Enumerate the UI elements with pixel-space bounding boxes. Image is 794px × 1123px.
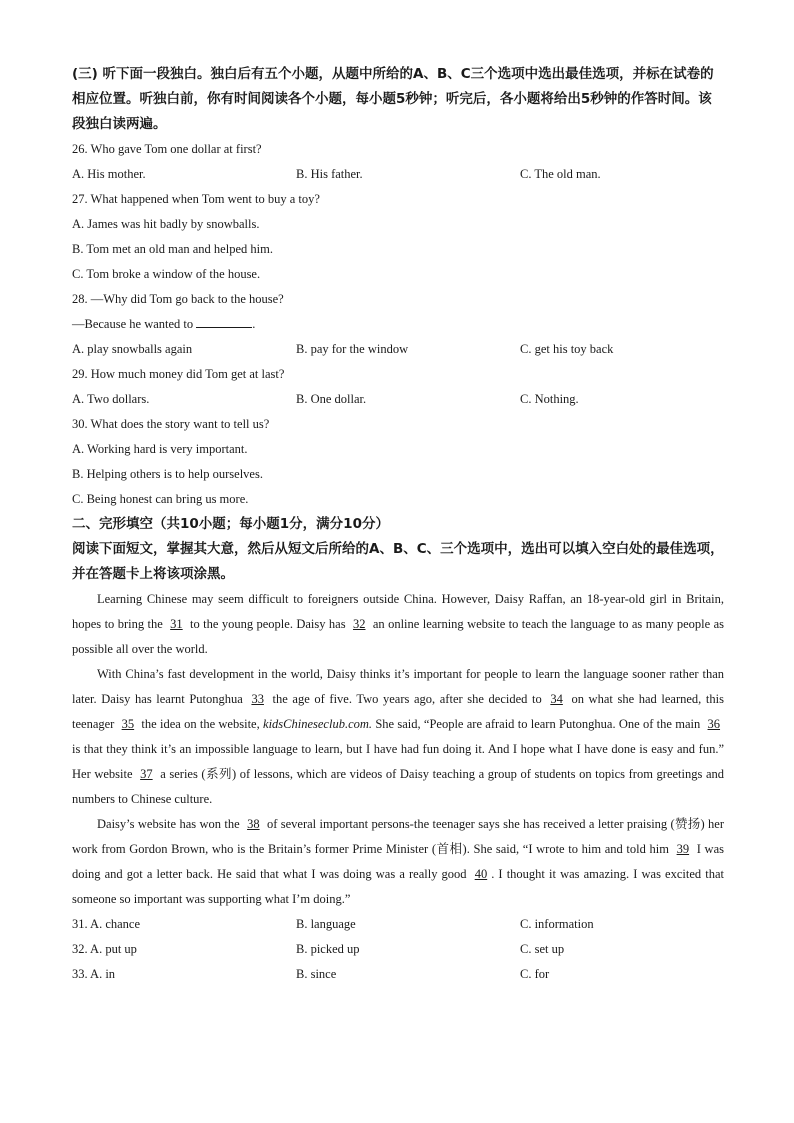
exam-page [72, 62, 724, 987]
cloze-blank-37: 37 [140, 767, 153, 781]
option-c: C. for [520, 967, 550, 981]
option-b: B. since [296, 967, 337, 981]
option-b: B. Tom met an old man and helped him. [72, 242, 273, 256]
option-a: A. His mother. [72, 167, 146, 181]
passage-text: Daisy’s website has won the [97, 817, 244, 831]
question-stem: 28. —Why did Tom go back to the house? [72, 292, 284, 306]
question-stem-answer: —Because he wanted to . [72, 312, 724, 337]
part2-instruction: 阅读下面短文，掌握其大意，然后从短文后所给的A、B、C、三个选项中，选出可以填入空白处的最佳选项，并在答题卡上将该项涂黑。 [72, 541, 724, 582]
answer-prefix: —Because he wanted to [72, 317, 194, 331]
question-stem: 27. What happened when Tom went to buy a toy? [72, 192, 320, 206]
passage-text: I was doing and got a letter back. He said that what I was doing was a really good [72, 842, 724, 881]
question-stem: 29. How much money did Tom get at last? [72, 367, 285, 381]
passage-text: on what she had learned, this teenager [72, 692, 724, 731]
option-a: 31. A. chance [72, 917, 141, 931]
cloze-blank-31: 31 [170, 617, 183, 631]
passage-text: With China’s fast development in the world, Daisy thinks it’s important for people to learn the language sooner rather than later. Daisy has learnt Putonghua [72, 667, 724, 706]
option-a: 33. A. in [72, 967, 116, 981]
passage-paragraph-2 [72, 662, 724, 812]
option-a: A. play snowballs again [72, 342, 193, 356]
option-b: B. pay for the window [296, 342, 409, 356]
question-stem: 26. Who gave Tom one dollar at first? [72, 142, 262, 156]
passage-text: a series (系列) of lessons, which are videos of Daisy teaching a group of students on topics from greetings and numbers to Chinese culture. [72, 767, 724, 806]
option-a: 32. A. put up [72, 942, 137, 956]
option-c: C. get his toy back [520, 342, 614, 356]
option-a: A. James was hit badly by snowballs. [72, 217, 260, 231]
passage-text: is that they think it’s an impossible language to learn, but I have had fun doing it. And I hope what I have done is easy and fun.” Her website [72, 742, 724, 781]
question-stem: 30. What does the story want to tell us? [72, 417, 270, 431]
part2-heading: 二、完形填空（共10小题；每小题1分，满分10分） [72, 516, 389, 532]
cloze-option-row [72, 962, 724, 987]
option-c: C. Being honest can bring us more. [72, 492, 249, 506]
option-b: B. One dollar. [296, 392, 367, 406]
cloze-blank-39: 39 [676, 842, 690, 856]
option-row [72, 162, 724, 187]
option-a: A. Working hard is very important. [72, 442, 248, 456]
option-row [72, 337, 724, 362]
passage-text: of several important persons-the teenager says she has received a letter praising (赞扬) her work from Gordon Brown, who is the Britain’s former Prime Minister (首相). She said, “I wrote to him and told him [72, 817, 724, 856]
option-c: C. Tom broke a window of the house. [72, 267, 261, 281]
cloze-option-row [72, 937, 724, 962]
passage-text: . I thought it was amazing. I was excited that someone so important was supporting what I’m doing.” [72, 867, 724, 906]
passage-paragraph-1 [72, 587, 724, 662]
website-name: kidsChineseclub.com. [263, 717, 373, 731]
cloze-option-row [72, 912, 724, 937]
cloze-blank-34: 34 [550, 692, 563, 706]
passage-text: Learning Chinese may seem difficult to foreigners outside China. However, Daisy Raffan, an 18-year-old girl in Britain, hopes to bring the [72, 592, 724, 631]
cloze-blank-36: 36 [707, 717, 721, 731]
passage-text: the age of five. Two years ago, after she decided to [267, 692, 547, 706]
option-a: A. Two dollars. [72, 392, 150, 406]
option-row [72, 387, 724, 412]
option-c: C. The old man. [520, 167, 601, 181]
option-b: B. picked up [296, 942, 360, 956]
cloze-blank-40: 40 [474, 867, 488, 881]
option-b: B. Helping others is to help ourselves. [72, 467, 263, 481]
section3-instruction: (三) 听下面一段独白。独白后有五个小题，从题中所给的A、B、C三个选项中选出最佳选项，并标在试卷的相应位置。听独白前，你有时间阅读各个小题，每小题5秒钟；听完后，各小题将给出5秒钟的作答时间。该段独白读两遍。 [72, 66, 714, 132]
passage-paragraph-3 [72, 812, 724, 912]
cloze-blank-35: 35 [121, 717, 135, 731]
option-c: C. information [520, 917, 594, 931]
passage-text: the idea on the website, [138, 717, 264, 731]
option-c: C. Nothing. [520, 392, 579, 406]
option-c: C. set up [520, 942, 565, 956]
option-b: B. His father. [296, 167, 363, 181]
answer-blank [196, 313, 252, 328]
option-b: B. language [296, 917, 356, 931]
passage-text: She said, “People are afraid to learn Putonghua. One of the main [372, 717, 704, 731]
cloze-blank-32: 32 [352, 617, 366, 631]
passage-text: an online learning website to teach the language to as many people as possible all over the world. [72, 617, 725, 656]
passage-text: to the young people. Daisy has [186, 617, 349, 631]
cloze-blank-38: 38 [247, 817, 260, 831]
cloze-blank-33: 33 [251, 692, 264, 706]
